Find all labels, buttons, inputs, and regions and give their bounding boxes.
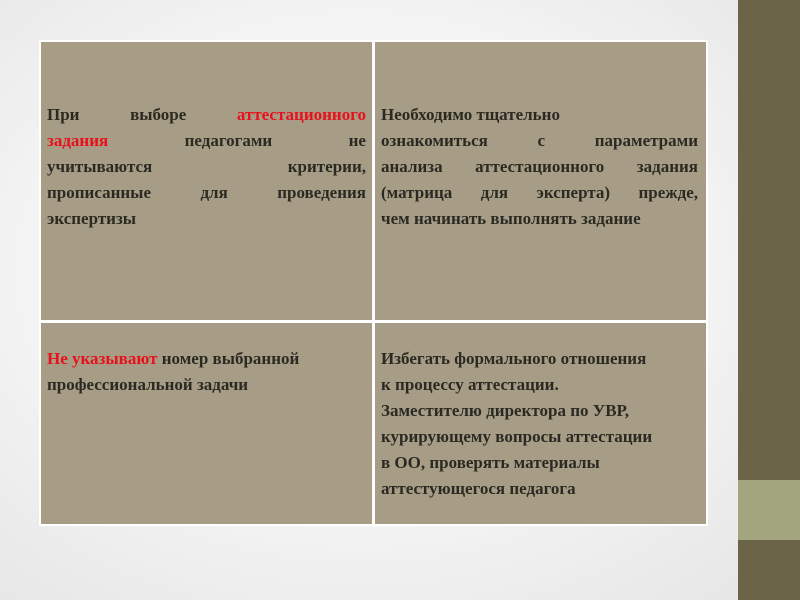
text-word: ознакомиться [381, 131, 488, 150]
text-line [47, 102, 366, 128]
text-line: в ОО, проверять материалы [381, 453, 600, 472]
highlighted-text: аттестационного [236, 105, 366, 124]
text-fragment: номер выбранной [157, 349, 300, 368]
highlighted-text: задания [47, 131, 109, 150]
text-word: При [47, 105, 80, 124]
text-line: Необходимо тщательно [381, 105, 560, 124]
text-word: учитываются [47, 157, 153, 176]
table-cell-bottom-right [375, 323, 706, 524]
table-cell-bottom-left [41, 323, 372, 524]
text-word: проведения [277, 183, 366, 202]
text-word: педагогами [184, 131, 273, 150]
text-line [381, 128, 698, 154]
text-line: к процессу аттестации. [381, 375, 559, 394]
text-line [47, 346, 366, 372]
text-word: для [200, 183, 228, 202]
text-line [47, 206, 366, 232]
text-word: с [537, 131, 546, 150]
text-line [47, 154, 366, 180]
side-bar-accent [738, 480, 800, 540]
table-cell-top-left [41, 42, 372, 320]
highlighted-text: Не указывают [47, 349, 158, 368]
text-line: курирующему вопросы аттестации [381, 427, 653, 446]
text-word: прописанные [47, 183, 152, 202]
text-word: не [348, 131, 366, 150]
text-word: параметрами [594, 131, 698, 150]
text-line [47, 128, 366, 154]
text-word: выборе [130, 105, 187, 124]
content-table [39, 40, 708, 526]
text-word: экспертизы [47, 209, 137, 228]
text-line: чем начинать выполнять задание [381, 209, 641, 228]
text-line: (матрица для эксперта) прежде, [381, 183, 698, 202]
table-cell-top-right [375, 42, 706, 320]
text-line: Избегать формального отношения [381, 349, 647, 368]
text-word: критерии, [287, 157, 366, 176]
text-line: профессиональной задачи [47, 375, 249, 394]
text-line [47, 180, 366, 206]
text-line: анализа аттестационного задания [381, 157, 698, 176]
text-line: Заместителю директора по УВР, [381, 401, 630, 420]
text-line: аттестующегося педагога [381, 479, 576, 498]
